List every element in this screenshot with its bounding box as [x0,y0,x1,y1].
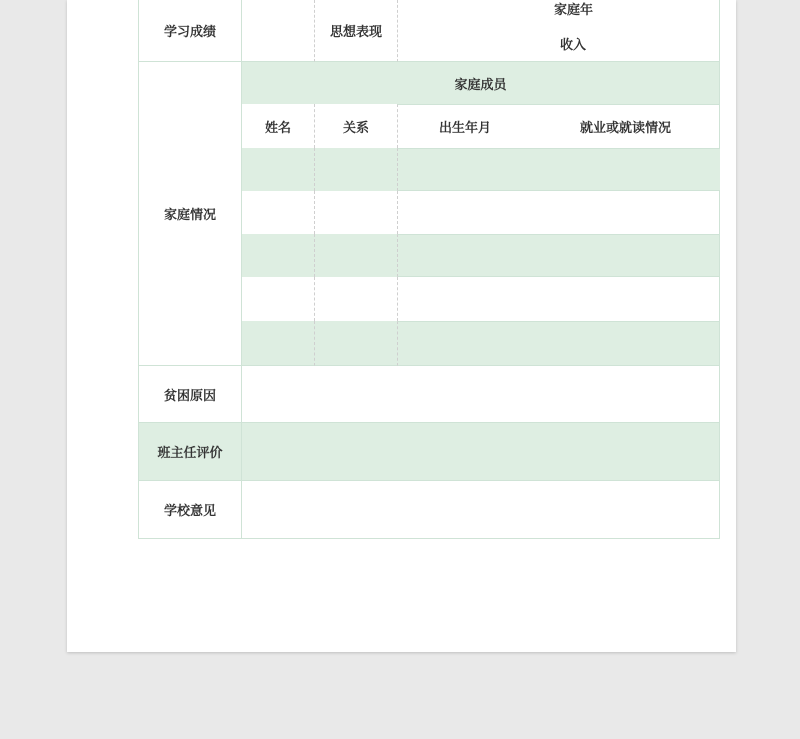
member-detail-cell[interactable] [397,234,720,277]
family-label: 家庭情况 [163,208,216,223]
member-detail-cell[interactable] [397,277,720,321]
family-members-title: 家庭成员 [454,77,507,93]
grades-label: 学习成绩 [163,25,216,40]
col-name-label: 姓名 [264,120,291,136]
conduct-label-cell [314,0,397,62]
school-opinion-label: 学校意见 [163,504,216,519]
family-label-cell [138,62,241,366]
poverty-reason-label: 贫困原因 [163,388,216,404]
family-members-header [241,62,720,104]
member-relation-cell[interactable] [314,191,397,234]
col-occupation-label: 就业或就读情况 [579,121,671,136]
income-label-line1: 家庭年 [554,3,594,18]
member-name-cell[interactable] [241,321,314,366]
member-detail-cell[interactable] [397,191,720,234]
poverty-reason-field[interactable] [241,366,720,423]
document-page [67,0,736,652]
col-header-name [241,104,314,148]
teacher-evaluation-field[interactable] [241,423,720,481]
teacher-evaluation-label: 班主任评价 [157,446,223,461]
col-header-occupation [532,104,720,148]
grades-label-cell [138,0,241,62]
member-relation-cell[interactable] [314,277,397,321]
col-birth-label: 出生年月 [438,121,491,136]
member-detail-cell[interactable] [397,321,720,366]
teacher-evaluation-label-cell [138,423,241,481]
poverty-reason-label-cell [138,366,241,423]
member-name-cell[interactable] [241,234,314,277]
conduct-label: 思想表现 [329,25,382,40]
member-name-cell[interactable] [241,277,314,321]
grades-value-cell[interactable] [241,0,314,62]
col-header-birth [397,104,532,148]
school-opinion-field[interactable] [241,481,720,539]
member-detail-cell[interactable] [397,148,720,191]
col-relation-label: 关系 [342,120,369,136]
member-relation-cell[interactable] [314,234,397,277]
member-name-cell[interactable] [241,148,314,191]
member-relation-cell[interactable] [314,321,397,366]
income-label-cell [397,0,720,62]
member-relation-cell[interactable] [314,148,397,191]
school-opinion-label-cell [138,481,241,539]
member-name-cell[interactable] [241,191,314,234]
col-header-relation [314,104,397,148]
income-label-line2: 收入 [560,38,587,53]
